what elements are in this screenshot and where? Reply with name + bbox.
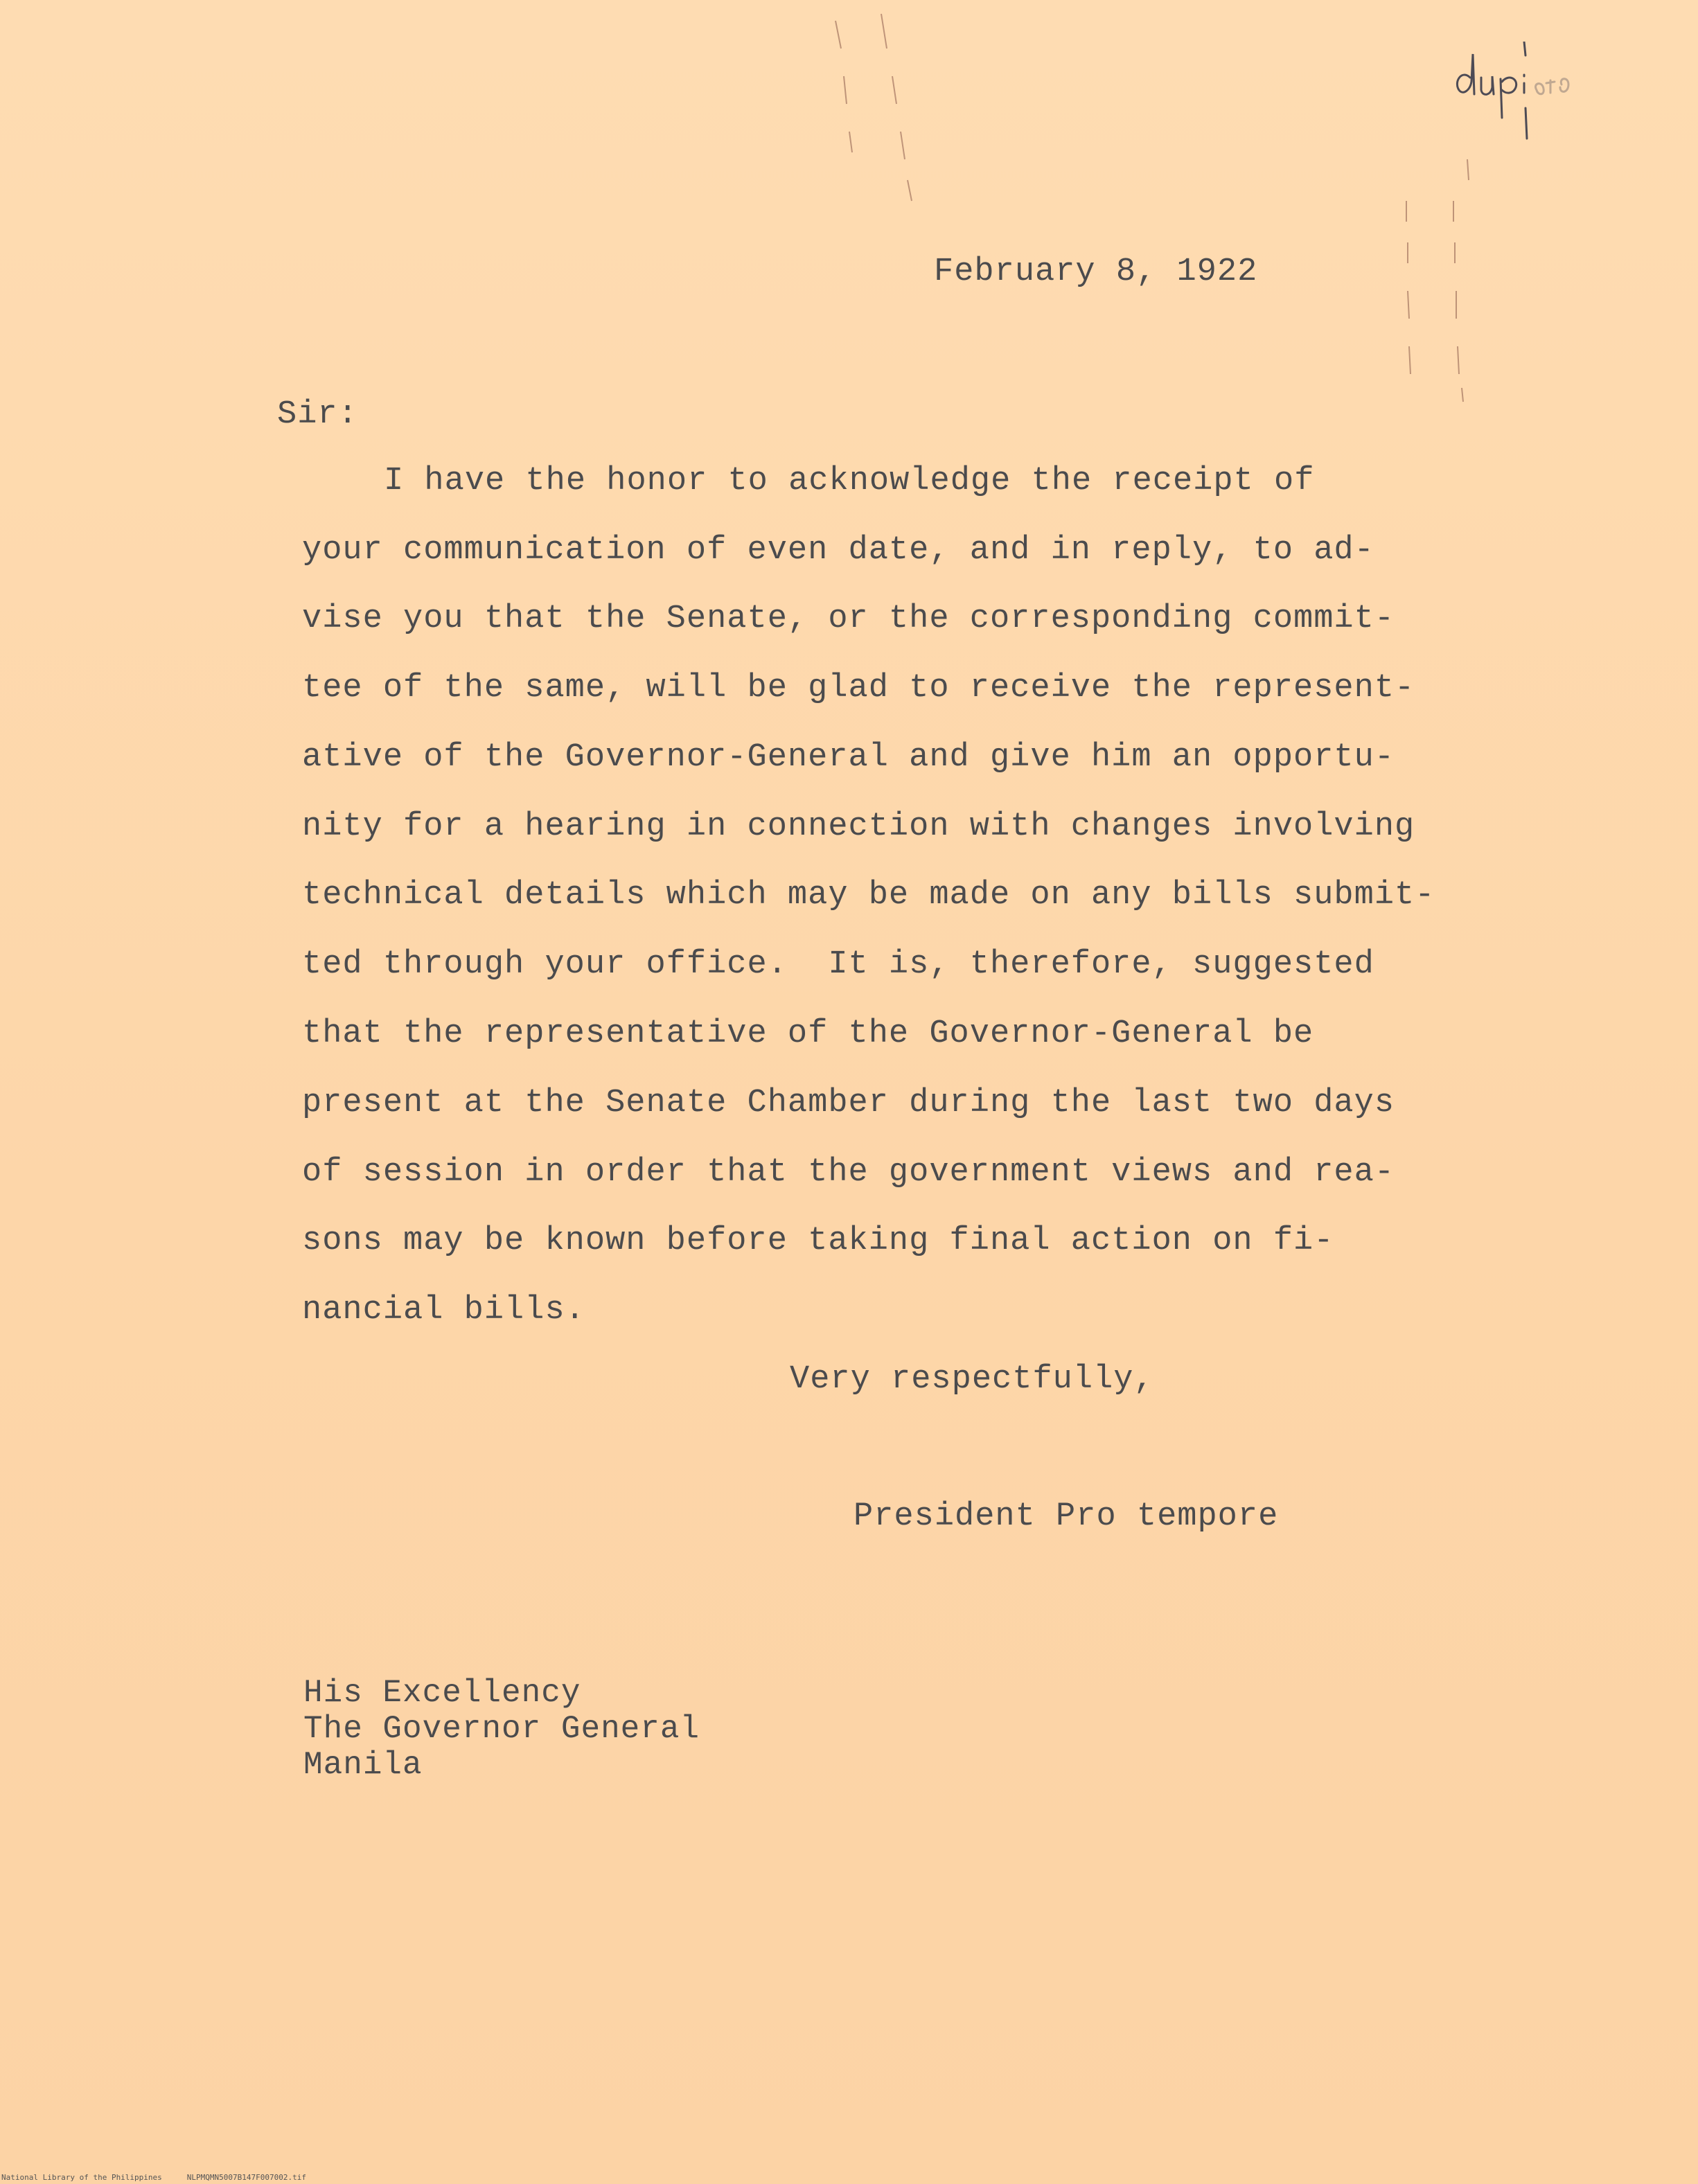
body-line: I have the honor to acknowledge the receipt of: [384, 463, 1315, 499]
body-line: present at the Senate Chamber during the last two days: [302, 1085, 1395, 1121]
footer-institution: National Library of the Philippines: [1, 2173, 162, 2182]
body-line: technical details which may be made on any bills submit-: [302, 877, 1435, 914]
letter-date: February 8, 1922: [934, 254, 1258, 290]
footer-file-name: NLPMQMN5007B147F007002.tif: [186, 2173, 306, 2182]
scan-footer: [1, 2173, 331, 2182]
body-line: ted through your office. It is, therefore, suggested: [302, 946, 1374, 983]
addressee-line: His Excellency: [303, 1675, 581, 1711]
addressee-line: The Governor General: [303, 1711, 700, 1747]
body-line: of session in order that the government views and rea-: [302, 1154, 1395, 1191]
body-line: sons may be known before taking final action on fi-: [302, 1223, 1334, 1259]
body-line: nity for a hearing in connection with changes involving: [302, 808, 1415, 845]
signature-title: President Pro tempore: [854, 1498, 1279, 1535]
body-line: vise you that the Senate, or the corresponding commit-: [302, 601, 1395, 637]
body-line: your communication of even date, and in reply, to ad-: [302, 532, 1374, 569]
handwritten-note: [1449, 42, 1643, 166]
closing: Very respectfully,: [790, 1361, 1154, 1398]
body-line: that the representative of the Governor-General be: [302, 1015, 1314, 1052]
body-line: tee of the same, will be glad to receive the represent-: [302, 670, 1415, 707]
salutation: Sir:: [277, 396, 358, 433]
addressee-line: Manila: [303, 1747, 423, 1783]
body-line: nancial bills.: [302, 1292, 585, 1329]
body-line: ative of the Governor-General and give him an opportu-: [302, 739, 1395, 776]
